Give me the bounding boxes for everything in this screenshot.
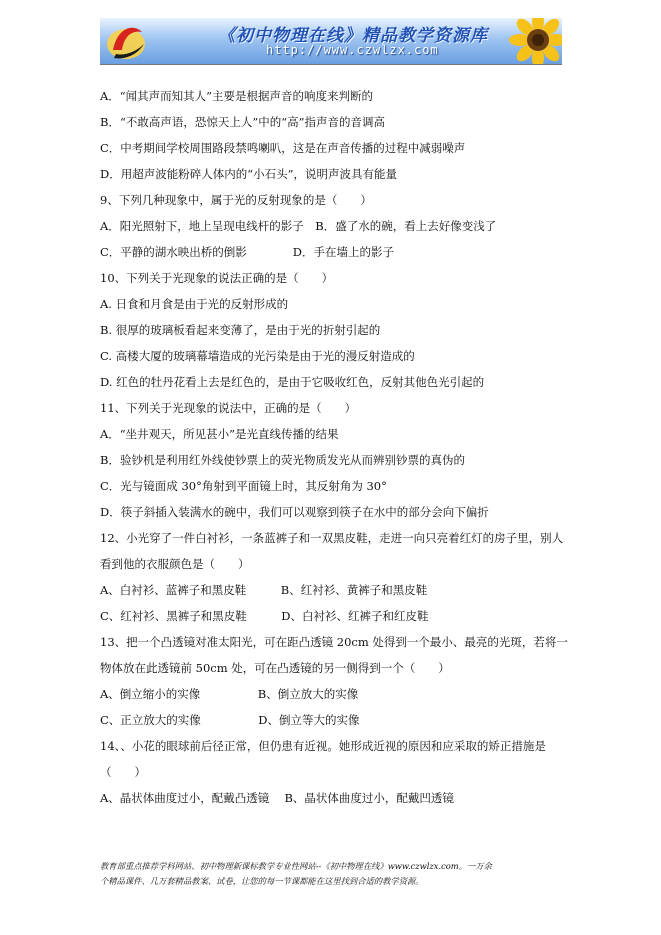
- text-line: 物体放在此透镜前 50cm 处，可在凸透镜的另一侧得到一个（ ）: [100, 661, 450, 675]
- text-line: C．中考期间学校周围路段禁鸣喇叭，这是在声音传播的过程中减弱噪声: [100, 141, 466, 155]
- site-banner: [100, 18, 562, 64]
- text-line: B．“不敢高声语，恐惊天上人”中的“高”指声音的音调高: [100, 115, 385, 129]
- text-line: D．筷子斜插入装满水的碗中，我们可以观察到筷子在水中的部分会向下偏折: [100, 505, 489, 519]
- banner-url: http://www.czwlzx.com: [266, 43, 439, 57]
- text-line: A．“坐井观天，所见甚小”是光直线传播的结果: [100, 427, 339, 441]
- banner-title: 《初中物理在线》精品教学资源库: [218, 26, 488, 46]
- sunflower-icon: [506, 18, 562, 64]
- footer-line: 个精品课件、几万套精品教案、试卷，让您的每一节课都能在这里找到合适的教学资源。: [100, 876, 424, 886]
- text-line: A．“闻其声而知其人”主要是根据声音的响度来判断的: [100, 89, 374, 103]
- text-line: C. 高楼大厦的玻璃幕墙造成的光污染是由于光的漫反射造成的: [100, 349, 415, 363]
- text-line: A、倒立缩小的实像 B、倒立放大的实像: [100, 687, 359, 701]
- text-line: A、晶状体曲度过小，配戴凸透镜 B、晶状体曲度过小，配戴凹透镜: [100, 791, 454, 805]
- text-line: C．光与镜面成 30°角射到平面镜上时，其反射角为 30°: [100, 479, 387, 493]
- text-line: A. 日食和月食是由于光的反射形成的: [100, 297, 289, 311]
- header-divider: [100, 64, 562, 65]
- text-line: A、白衬衫、蓝裤子和黑皮鞋 B、红衬衫、黄裤子和黑皮鞋: [100, 583, 428, 597]
- question-9: 9、下列几种现象中，属于光的反射现象的是（ ）: [100, 193, 372, 207]
- question-11: 11、下列关于光现象的说法中，正确的是（ ）: [100, 401, 357, 415]
- site-logo-icon: [104, 20, 148, 62]
- text-line: C、红衬衫、黑裤子和黑皮鞋 D、白衬衫、红裤子和红皮鞋: [100, 609, 429, 623]
- text-line: 看到他的衣服颜色是（ ）: [100, 557, 250, 571]
- text-line: C、正立放大的实像 D、倒立等大的实像: [100, 713, 360, 727]
- question-12: 12、小光穿了一件白衬衫，一条蓝裤子和一双黑皮鞋，走进一向只亮着红灯的房子里，别人: [100, 531, 564, 545]
- text-line: A．阳光照射下，地上呈现电线杆的影子 B．盛了水的碗，看上去好像变浅了: [100, 219, 497, 233]
- page-footer: [100, 859, 570, 889]
- question-text: [100, 83, 570, 811]
- text-line: D. 红色的牡丹花看上去是红色的，是由于它吸收红色，反射其他色光引起的: [100, 375, 485, 389]
- text-line: D．用超声波能粉碎人体内的“小石头”，说明声波具有能量: [100, 167, 397, 181]
- text-line: C．平静的湖水映出桥的倒影 D．手在墙上的影子: [100, 245, 395, 259]
- text-line: B．验钞机是利用红外线使钞票上的荧光物质发光从而辨别钞票的真伪的: [100, 453, 465, 467]
- question-10: 10、下列关于光现象的说法正确的是（ ）: [100, 271, 334, 285]
- text-line: （ ）: [100, 765, 146, 779]
- question-14: 14、、小花的眼球前后径正常，但仍患有近视。她形成近视的原因和应采取的矫正措施是: [100, 739, 546, 753]
- text-line: B. 很厚的玻璃板看起来变薄了，是由于光的折射引起的: [100, 323, 381, 337]
- footer-line: 教育部重点推荐学科网站、初中物理新课标教学专业性网站--《初中物理在线》www.czwlzx.com。一万余: [100, 861, 492, 871]
- question-13: 13、把一个凸透镜对准太阳光，可在距凸透镜 20cm 处得到一个最小、最亮的光斑，若将一: [100, 635, 568, 649]
